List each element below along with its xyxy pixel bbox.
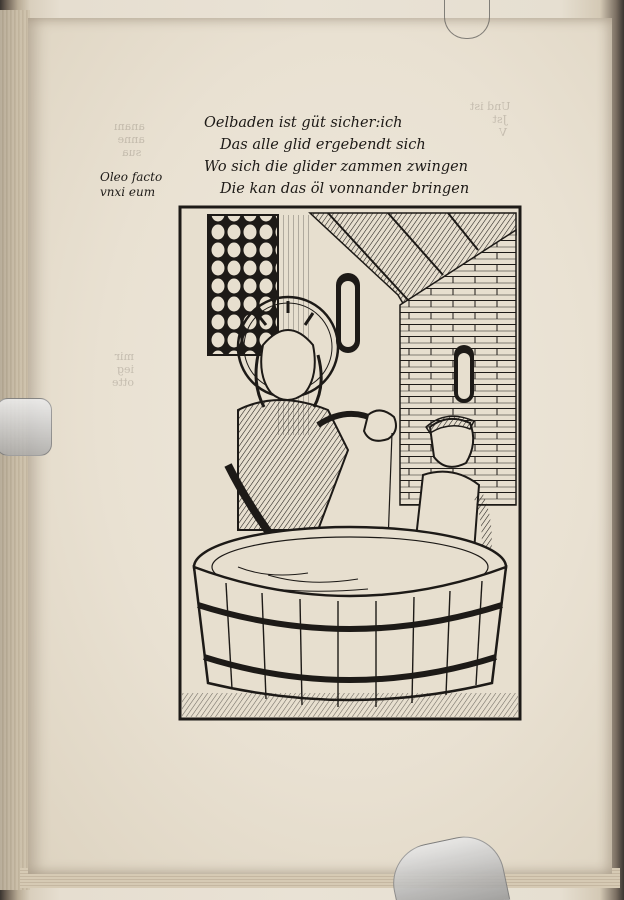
woodcut-illustration [178, 205, 522, 721]
leaded-window [208, 215, 278, 355]
show-through-mid-left: mir ieg otte [112, 350, 134, 389]
verse-line-4: Die kan das öl vonnander bringen [220, 181, 470, 197]
oil-jug [364, 410, 396, 440]
verse-block [204, 112, 504, 200]
floor-shading [182, 693, 518, 717]
verse-line-1: Oelbaden ist güt sicher:ich [204, 115, 403, 131]
show-through-top-left: ananı anne sua [114, 120, 145, 159]
marginal-note [100, 170, 162, 200]
show-through-top-right: Und ist Jst V [470, 100, 511, 139]
plastic-tab-left [0, 398, 52, 456]
marginal-note-line-2: vnxi eum [100, 185, 156, 199]
verse-line-2: Das alle glid ergebendt sich [220, 137, 426, 153]
christ-head [261, 330, 315, 400]
verse-line-3: Wo sich die glider zammen zwingen [204, 159, 469, 175]
marginal-note-line-1: Oleo facto [100, 170, 163, 184]
